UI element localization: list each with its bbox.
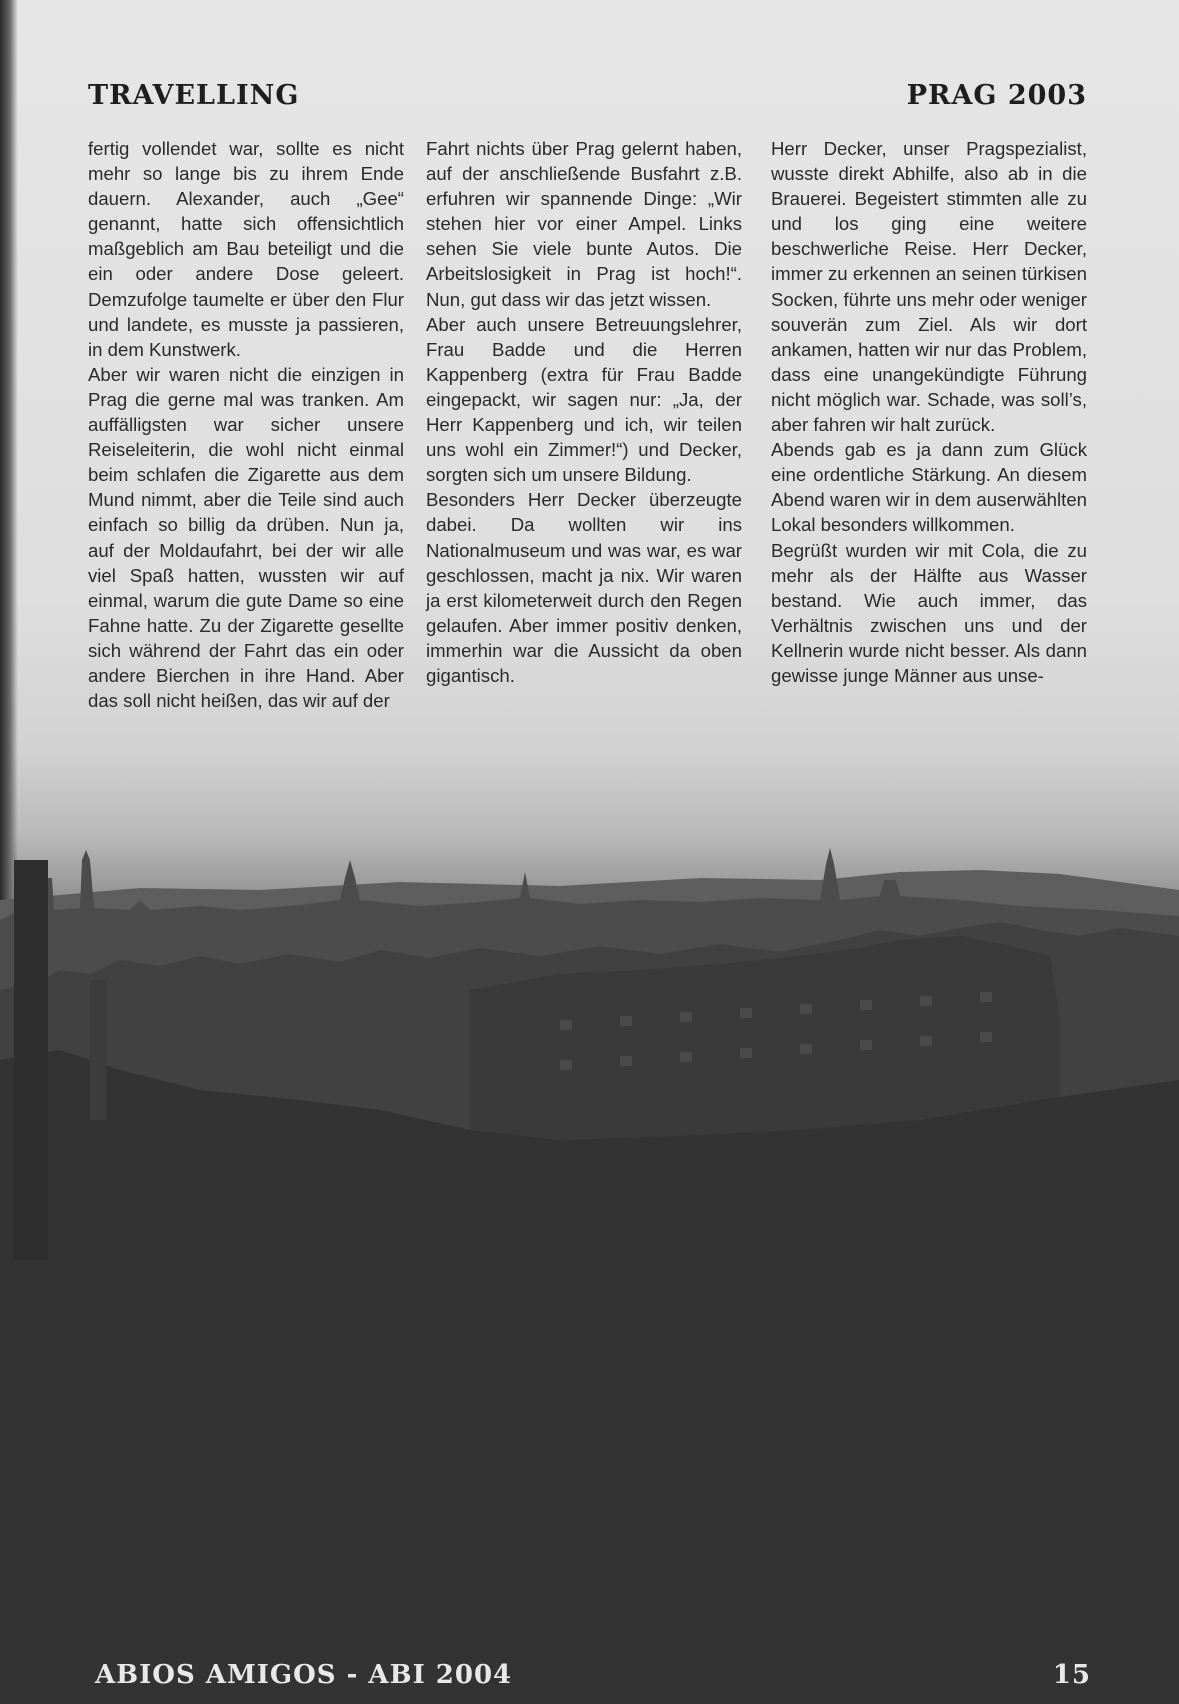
text-column-1 [88,136,404,713]
page-number: 15 [1052,1660,1091,1690]
text-column-2 [426,136,742,688]
paragraph: Aber wir waren nicht die einzigen in Prag die gerne mal was tranken. Am auffälligsten war sicher unsere Reiseleiterin, die wohl nicht einmal beim schlafen die Zigarette aus dem Mund nimmt, aber die Teile sind auch einfach so billig da drüben. Nun ja, auf der Moldaufahrt, bei der wir alle viel Spaß hatten, wussten wir auf einmal, warum die gute Dame so eine Fahne hatte. Zu der Zigarette gesellte sich während der Fahrt das ein oder andere Bierchen in ihre Hand. Aber das soll nicht heißen, das wir auf der [88,363,404,712]
city-skyline-photo [0,760,1179,1704]
paragraph: Begrüßt wurden wir mit Cola, die zu mehr als der Hälfte aus Wasser bestand. Wie auch immer, das Verhältnis zwischen uns und der Kellnerin wurde nicht besser. Als dann gewisse junge Männer aus unse- [771,539,1087,686]
paragraph: Herr Decker, unser Pragspezialist, wusste direkt Abhilfe, also ab in die Brauerei. Begeistert stimmten alle zu und los ging eine weitere beschwerliche Reise. Herr Decker, immer zu erkennen an seinen türkisen Socken, führte uns mehr oder weniger souverän zum Ziel. Als wir dort ankamen, hatten wir nur das Problem, dass eine unangekündigte Führung nicht möglich war. Schade, was soll’s, aber fahren wir halt zurück. [771,138,1087,436]
paragraph: Aber auch unsere Betreuungslehrer, Frau Badde und die Herren Kappenberg (extra für Frau Badde eingepackt, wir sagen nur: „Ja, der Herr Kappenberg und ich, wir teilen uns wohl ein Zimmer!“) und Decker, sorgten sich um unsere Bildung. [426,313,742,486]
topic-title: PRAG 2003 [906,80,1087,111]
section-title: TRAVELLING [88,80,300,111]
paragraph: Abends gab es ja dann zum Glück eine ordentliche Stärkung. An diesem Abend waren wir in dem auserwählten Lokal besonders willkommen. [771,439,1087,536]
paragraph: Besonders Herr Decker überzeugte dabei. Da wollten wir ins Nationalmuseum und was war, es war geschlossen, macht ja nix. Wir waren ja erst kilometerweit durch den Regen gelaufen. Aber immer positiv denken, immerhin war die Aussicht da oben gigantisch. [426,489,742,686]
publication-title: ABIOS AMIGOS - ABI 2004 [95,1660,513,1690]
paragraph: Fahrt nichts über Prag gelernt haben, auf der anschließende Busfahrt z.B. erfuhren wir spannende Dinge: „Wir stehen hier vor einer Ampel. Links sehen Sie viele bunte Autos. Die Arbeitslosigkeit in Prag ist hoch!“. Nun, gut dass wir das jetzt wissen. [426,138,742,310]
text-column-3 [771,136,1087,688]
paragraph: fertig vollendet war, sollte es nicht mehr so lange bis zu ihrem Ende dauern. Alexander, auch „Gee“ genannt, hatte sich offensichtlich maßgeblich am Bau beteiligt und die ein oder andere Dose geleert. Demzufolge taumelte er über den Flur und landete, es musste ja passieren, in dem Kunstwerk. [88,138,404,360]
